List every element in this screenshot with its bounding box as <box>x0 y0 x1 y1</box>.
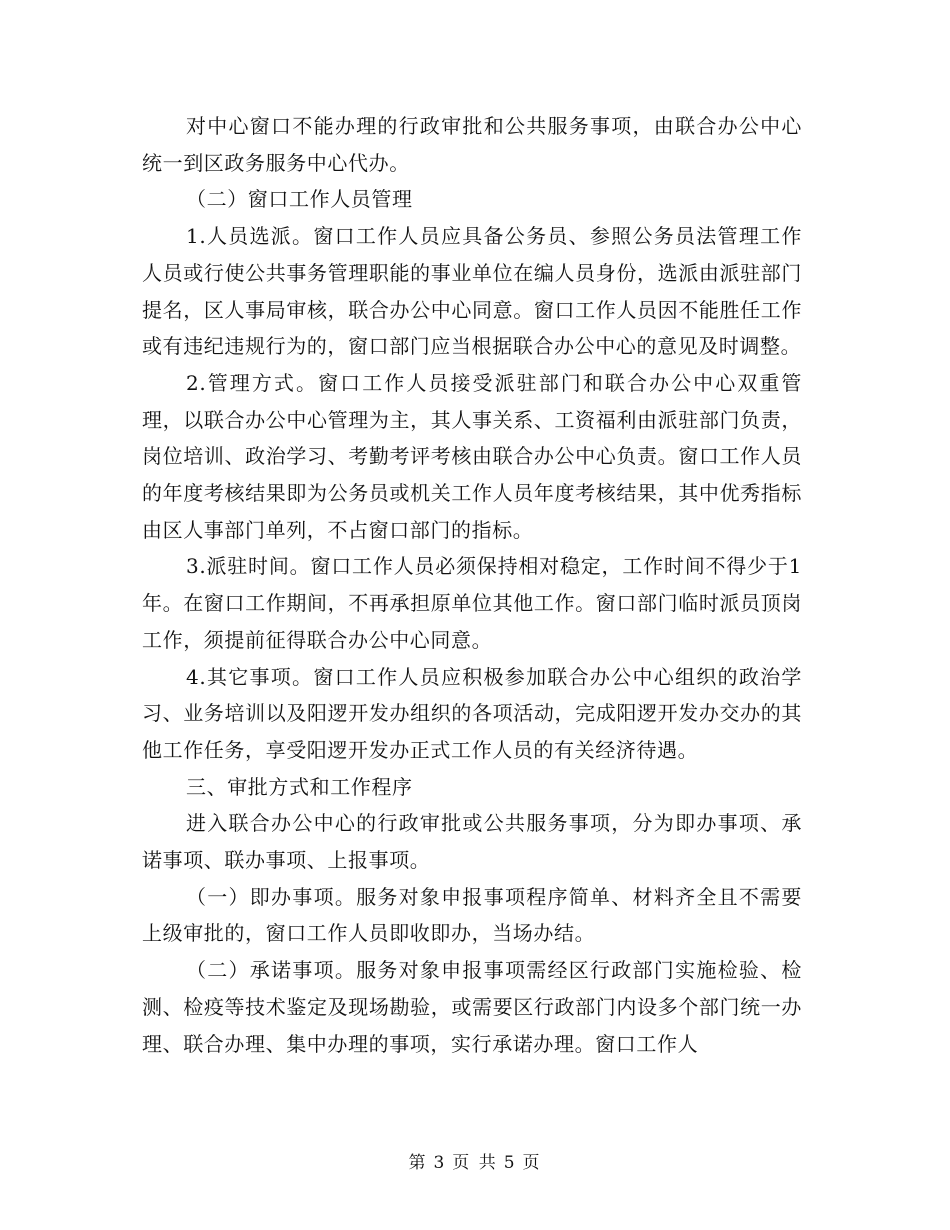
paragraph-immediate-items: （一）即办事项。服务对象申报事项程序简单、材料齐全且不需要上级审批的，窗口工作人员即收即办，当场办结。 <box>142 884 802 946</box>
page-footer <box>0 1148 950 1173</box>
paragraph-management-method: 2.管理方式。窗口工作人员接受派驻部门和联合办公中心双重管理，以联合办公中心管理为主，其人事关系、工资福利由派驻部门负责，岗位培训、政治学习、考勤考评考核由联合办公中心负责。窗口工作人员的年度考核结果即为公务员或机关工作人员年度考核结果，其中优秀指标由区人事部门单列，不占窗口部门的指标。 <box>142 370 802 542</box>
section-heading-window-staff: （二）窗口工作人员管理 <box>186 187 413 212</box>
footer-suffix: 页 <box>522 1153 542 1173</box>
paragraph-other-matters: 4.其它事项。窗口工作人员应积极参加联合办公中心组织的政治学习、业务培训以及阳逻开发办组织的各项活动，完成阳逻开发办交办的其他工作任务，享受阳逻开发办正式工作人员的有关经济待遇。 <box>142 664 802 762</box>
paragraph-commitment-items: （二）承诺事项。服务对象申报事项需经区行政部门实施检验、检测、检疫等技术鉴定及现场勘验，或需要区行政部门内设多个部门统一办理、联合办理、集中办理的事项，实行承诺办理。窗口工作人 <box>142 958 802 1056</box>
section-heading-approval-procedure: 三、审批方式和工作程序 <box>186 774 413 799</box>
document-body <box>142 108 802 1062</box>
paragraph-1: 对中心窗口不能办理的行政审批和公共服务事项，由联合办公中心统一到区政务服务中心代办。 <box>142 114 802 175</box>
paragraph-staff-selection: 1.人员选派。窗口工作人员应具备公务员、参照公务员法管理工作人员或行使公共事务管理职能的事业单位在编人员身份，选派由派驻部门提名，区人事局审核，联合办公中心同意。窗口工作人员因不能胜任工作或有违纪违规行为的，窗口部门应当根据联合办公中心的意见及时调整。 <box>142 224 802 359</box>
footer-prefix: 第 <box>408 1153 428 1173</box>
paragraph-assignment-time: 3.派驻时间。窗口工作人员必须保持相对稳定，工作时间不得少于1年。在窗口工作期间，不再承担原单位其他工作。窗口部门临时派员顶岗工作，须提前征得联合办公中心同意。 <box>142 554 802 652</box>
footer-middle: 页 共 <box>452 1153 498 1173</box>
paragraph-approval-types: 进入联合办公中心的行政审批或公共服务事项，分为即办事项、承诺事项、联办事项、上报事项。 <box>142 811 802 873</box>
total-page-number: 5 <box>503 1153 517 1173</box>
current-page-number: 3 <box>433 1153 447 1173</box>
